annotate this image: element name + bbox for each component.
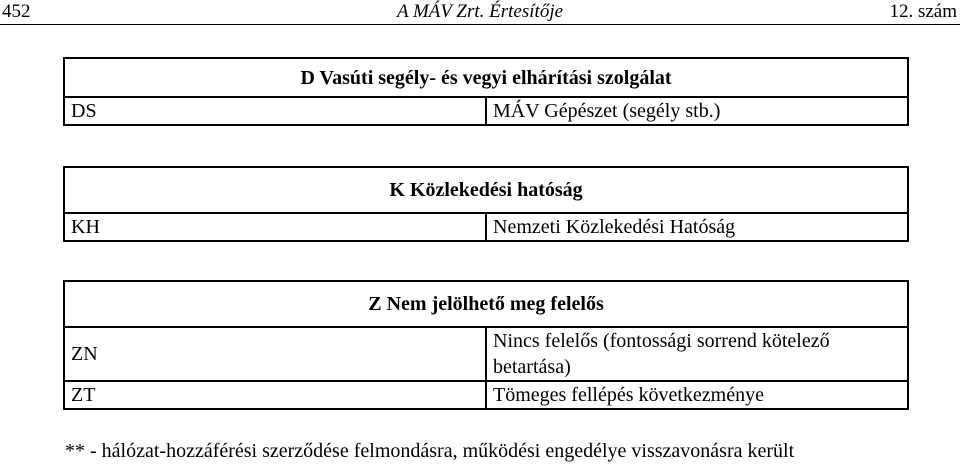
code-cell: ZN bbox=[64, 327, 486, 381]
section-heading: D Vasúti segély- és vegyi elhárítási szolgálat bbox=[64, 58, 908, 97]
description-cell: MÁV Gépészet (segély stb.) bbox=[486, 97, 908, 125]
table-row bbox=[64, 327, 908, 381]
section-table-z bbox=[63, 280, 909, 410]
description-cell: Nemzeti Közlekedési Hatóság bbox=[486, 213, 908, 241]
code-cell: ZT bbox=[64, 381, 486, 409]
publication-title: A MÁV Zrt. Értesítője bbox=[396, 1, 564, 22]
section-heading: Z Nem jelölhető meg felelős bbox=[64, 281, 908, 327]
code-cell: DS bbox=[64, 97, 486, 125]
footnote: ** - hálózat-hozzáférési szerződése felmondásra, működési engedélye visszavonásra került bbox=[65, 440, 795, 462]
page-number: 452 bbox=[2, 1, 31, 22]
section-table-d bbox=[63, 57, 909, 126]
description-cell: Nincs felelős (fontossági sorrend kötelező betartása) bbox=[486, 327, 908, 381]
table-row bbox=[64, 381, 908, 409]
table-row bbox=[64, 97, 908, 125]
table-row bbox=[64, 213, 908, 241]
section-heading: K Közlekedési hatóság bbox=[64, 167, 908, 213]
description-cell: Tömeges fellépés következménye bbox=[486, 381, 908, 409]
section-table-k bbox=[63, 166, 909, 242]
code-cell: KH bbox=[64, 213, 486, 241]
page-header bbox=[0, 0, 960, 25]
issue-number: 12. szám bbox=[889, 1, 957, 22]
